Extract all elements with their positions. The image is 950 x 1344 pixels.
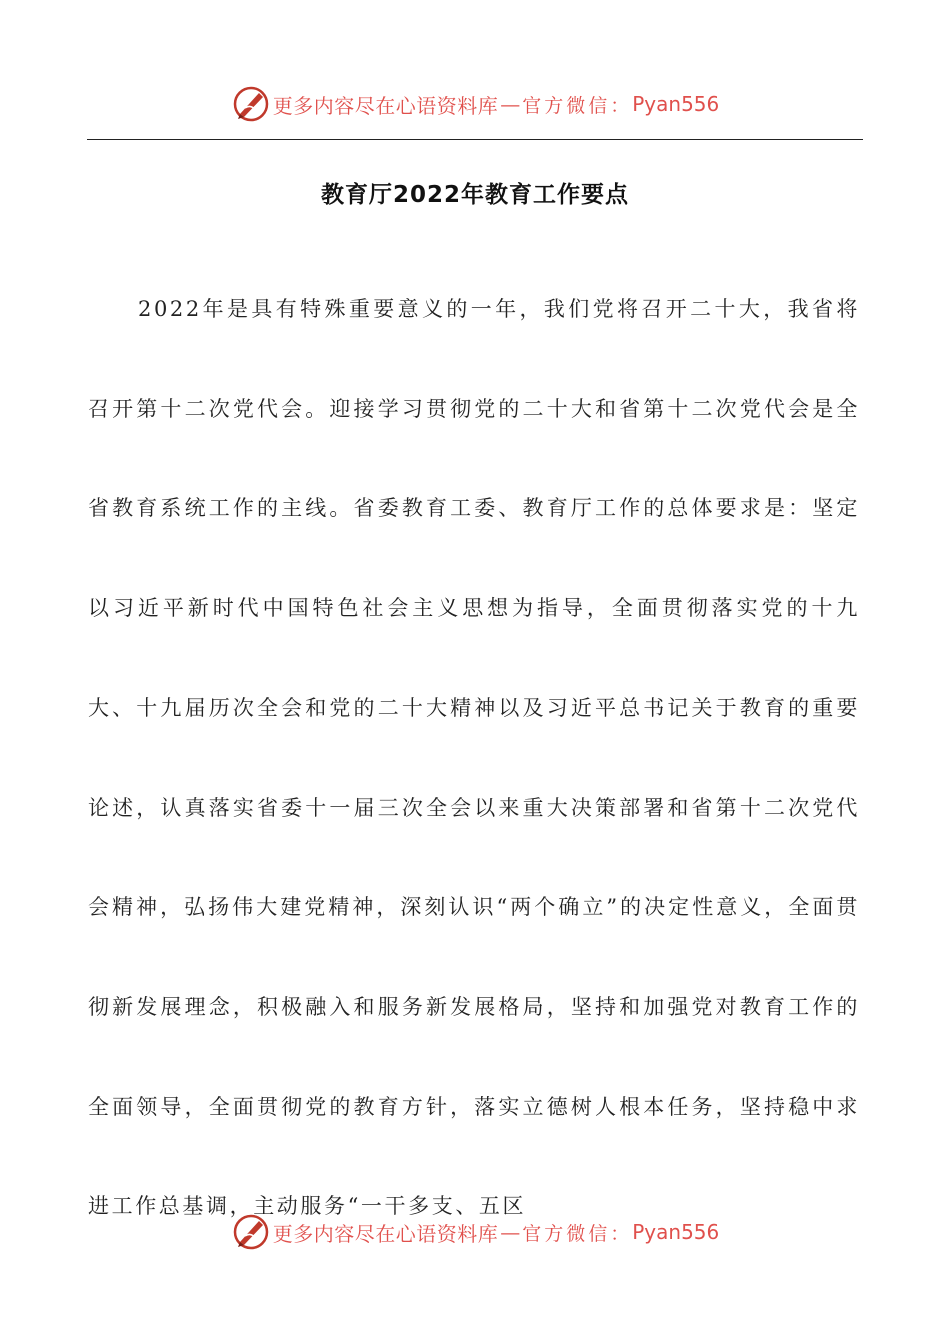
watermark-wechat-id: Pyan556 (632, 92, 720, 116)
pen-logo-icon (231, 1212, 271, 1252)
pen-logo-icon (231, 84, 271, 124)
watermark-separator: — (500, 1220, 521, 1244)
footer-watermark (0, 1212, 950, 1252)
body-paragraph: 2022年是具有特殊重要意义的一年，我们党将召开二十大，我省将召开第十二次党代会。迎接学习贯彻党的二十大和省第十二次党代会是全省教育系统工作的主线。省委教育工委、教育厅工作的总体要求是：坚定以习近平新时代中国特色社会主义思想为指导，全面贯彻落实党的十九大、十九届历次全会和党的二十大精神以及习近平总书记关于教育的重要论述，认真落实省委十一届三次全会以来重大决策部署和省第十二次党代会精神，弘扬伟大建党精神，深刻认识“两个确立”的决定性意义，全面贯彻新发展理念，积极融入和服务新发展格局，坚持和加强党对教育工作的全面领导，全面贯彻党的教育方针，落实立德树人根本任务，坚持稳中求进工作总基调，主动服务“一干多支、五区 (88, 297, 860, 1219)
watermark-main-text: 更多内容尽在心语资料库 (272, 1221, 499, 1246)
watermark-sub-text: 官方微信： (522, 1222, 633, 1245)
watermark-wechat-id: Pyan556 (632, 1220, 720, 1244)
watermark-separator: — (500, 92, 521, 116)
header-divider (87, 139, 863, 140)
header-watermark (0, 84, 950, 124)
document-title: 教育厅2022年教育工作要点 (320, 182, 629, 208)
watermark-main-text: 更多内容尽在心语资料库 (272, 93, 499, 118)
watermark-sub-text: 官方微信： (522, 94, 633, 117)
